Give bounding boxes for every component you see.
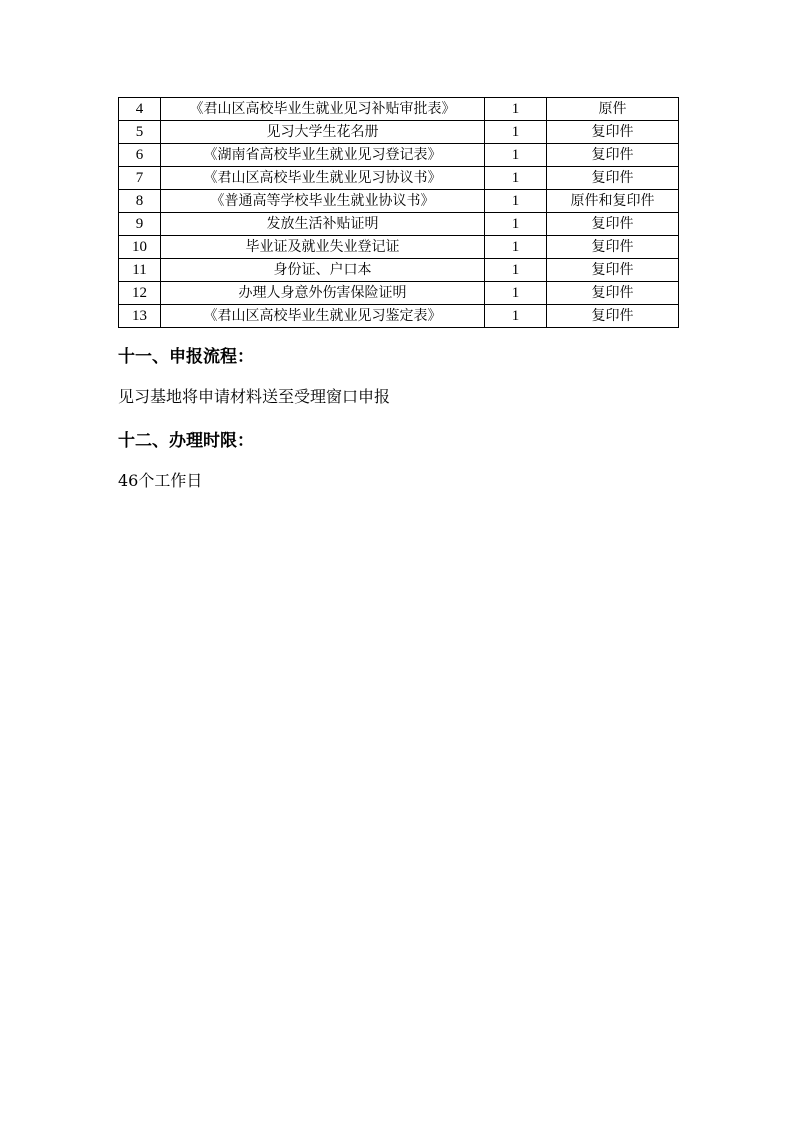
row-number: 10 [119,236,161,259]
document-type: 原件和复印件 [547,190,679,213]
row-number: 11 [119,259,161,282]
document-type: 原件 [547,98,679,121]
copy-count: 1 [485,236,547,259]
materials-table [118,97,679,328]
row-number: 9 [119,213,161,236]
document-type: 复印件 [547,259,679,282]
document-type: 复印件 [547,167,679,190]
material-name: 《君山区高校毕业生就业见习协议书》 [161,167,485,190]
material-name: 身份证、户口本 [161,259,485,282]
material-name: 毕业证及就业失业登记证 [161,236,485,259]
row-number: 4 [119,98,161,121]
row-number: 13 [119,305,161,328]
document-type: 复印件 [547,213,679,236]
table-row [119,213,679,236]
row-number: 6 [119,144,161,167]
row-number: 7 [119,167,161,190]
copy-count: 1 [485,213,547,236]
table-row [119,98,679,121]
document-type: 复印件 [547,282,679,305]
row-number: 8 [119,190,161,213]
time-limit-heading: 十二、办理时限： [118,431,254,451]
copy-count: 1 [485,121,547,144]
process-text: 见习基地将申请材料送至受理窗口申报 [118,387,391,406]
material-name: 发放生活补贴证明 [161,213,485,236]
material-name: 《普通高等学校毕业生就业协议书》 [161,190,485,213]
time-limit-text: 46个工作日 [118,471,203,490]
table-row [119,190,679,213]
row-number: 5 [119,121,161,144]
copy-count: 1 [485,167,547,190]
table-row [119,259,679,282]
material-name: 《君山区高校毕业生就业见习鉴定表》 [161,305,485,328]
material-name: 见习大学生花名册 [161,121,485,144]
copy-count: 1 [485,98,547,121]
table-row [119,121,679,144]
table-row [119,282,679,305]
table-row [119,144,679,167]
copy-count: 1 [485,282,547,305]
copy-count: 1 [485,305,547,328]
row-number: 12 [119,282,161,305]
material-name: 《湖南省高校毕业生就业见习登记表》 [161,144,485,167]
material-name: 办理人身意外伤害保险证明 [161,282,485,305]
table-row [119,305,679,328]
document-type: 复印件 [547,144,679,167]
copy-count: 1 [485,144,547,167]
process-heading: 十一、申报流程： [118,347,254,367]
document-type: 复印件 [547,236,679,259]
copy-count: 1 [485,190,547,213]
document-type: 复印件 [547,305,679,328]
copy-count: 1 [485,259,547,282]
table-row [119,167,679,190]
material-name: 《君山区高校毕业生就业见习补贴审批表》 [161,98,485,121]
table-row [119,236,679,259]
document-type: 复印件 [547,121,679,144]
